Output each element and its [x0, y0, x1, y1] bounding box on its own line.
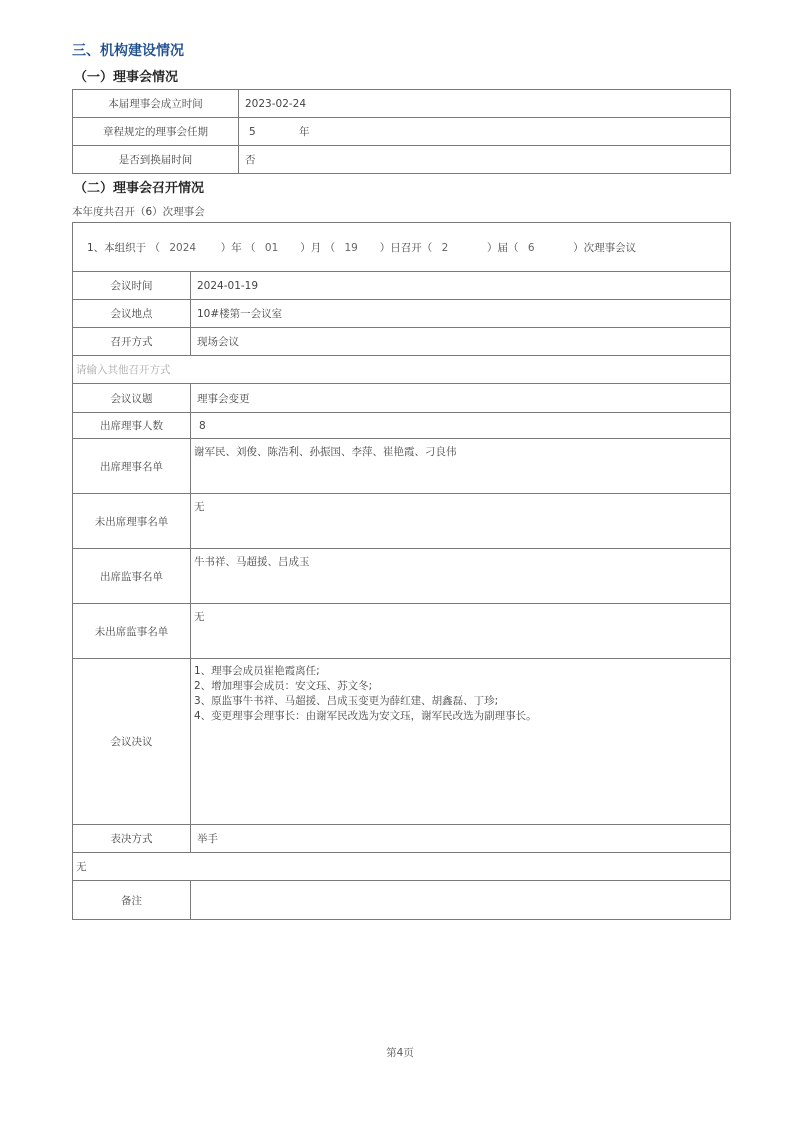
attend-directors-textarea[interactable]: 谢军民、刘俊、陈浩利、孙振国、李萍、崔艳霞、刁良伟	[191, 439, 731, 494]
table-row	[73, 881, 731, 920]
resolution-label: 会议决议	[73, 659, 191, 825]
subsection-title-meetings: （二）理事会召开情况	[74, 181, 205, 196]
absent-supervisors-label: 未出席监事名单	[73, 604, 191, 659]
meeting-day-field[interactable]: 19	[344, 241, 358, 254]
page-number: 第4页	[386, 1047, 414, 1059]
resolution-line: 3、原监事牛书祥、马超援、吕成玉变更为薛红建、胡鑫磊、丁珍;	[194, 695, 499, 707]
board-established-label: 本届理事会成立时间	[73, 90, 239, 118]
board-term-label: 章程规定的理事会任期	[73, 118, 239, 146]
board-term-unit: 年	[299, 126, 310, 138]
board-term-value[interactable]: 5	[249, 126, 256, 138]
session-suffix: ）次理事会议	[573, 241, 637, 254]
resolution-line: 1、理事会成员崔艳霞离任;	[194, 665, 320, 677]
subsection-title-board: （一）理事会情况	[74, 70, 179, 85]
meeting-term-field[interactable]: 2	[441, 241, 449, 254]
meeting-topic-input[interactable]: 理事会变更	[191, 384, 731, 413]
meeting-time-label: 会议时间	[73, 272, 191, 300]
table-row	[73, 356, 731, 384]
table-row	[73, 439, 731, 494]
resolution-line: 2、增加理事会成员：安文珏、苏文冬;	[194, 680, 373, 692]
table-row	[73, 825, 731, 853]
other-vote-input[interactable]: 无	[73, 853, 731, 881]
section-title: 三、机构建设情况	[72, 43, 184, 59]
resolution-line: 4、变更理事会理事长：由谢军民改选为安文珏，谢军民改选为副理事长。	[194, 710, 537, 722]
term-expired-label: 是否到换届时间	[73, 146, 239, 174]
table-row	[73, 853, 731, 881]
meeting-table	[72, 222, 731, 920]
board-info-table	[72, 89, 731, 174]
table-row	[73, 328, 731, 356]
absent-supervisors-textarea[interactable]: 无	[191, 604, 731, 659]
table-row	[73, 494, 731, 549]
term-expired-value[interactable]: 否	[239, 146, 731, 174]
month-suffix: ）月 （	[300, 241, 336, 254]
board-term-cell	[239, 118, 731, 146]
meeting-mode-select[interactable]: 现场会议	[191, 328, 731, 356]
table-row	[73, 413, 731, 439]
other-mode-input[interactable]: 请输入其他召开方式	[73, 356, 731, 384]
table-row	[73, 118, 731, 146]
table-row	[73, 659, 731, 825]
resolution-textarea[interactable]	[191, 659, 731, 825]
table-row	[73, 146, 731, 174]
remark-textarea[interactable]	[191, 881, 731, 920]
remark-label: 备注	[73, 881, 191, 920]
table-row	[73, 384, 731, 413]
meeting-headline	[73, 223, 731, 272]
meeting-headline-row	[73, 223, 731, 272]
year-suffix: ）年 （	[220, 241, 256, 254]
table-row	[73, 90, 731, 118]
meeting-place-input[interactable]: 10#楼第一会议室	[191, 300, 731, 328]
table-row	[73, 549, 731, 604]
absent-directors-label: 未出席理事名单	[73, 494, 191, 549]
attend-supervisors-textarea[interactable]: 牛书祥、马超援、吕成玉	[191, 549, 731, 604]
meeting-session-field[interactable]: 6	[527, 241, 535, 254]
table-row	[73, 272, 731, 300]
headline-prefix: 1、本组织于 （	[87, 241, 161, 254]
meeting-month-field[interactable]: 01	[264, 241, 279, 254]
meeting-count-note: 本年度共召开（6）次理事会	[72, 206, 205, 218]
meeting-time-value[interactable]: 2024-01-19	[191, 272, 731, 300]
meeting-place-label: 会议地点	[73, 300, 191, 328]
table-row	[73, 604, 731, 659]
table-row	[73, 300, 731, 328]
attend-count-label: 出席理事人数	[73, 413, 191, 439]
meeting-topic-label: 会议议题	[73, 384, 191, 413]
absent-directors-textarea[interactable]: 无	[191, 494, 731, 549]
vote-method-select[interactable]: 举手	[191, 825, 731, 853]
meeting-mode-label: 召开方式	[73, 328, 191, 356]
day-suffix: ）日召开（	[379, 241, 433, 254]
term-suffix: ）届（	[486, 241, 519, 254]
attend-count-input[interactable]: 8	[191, 413, 731, 439]
attend-directors-label: 出席理事名单	[73, 439, 191, 494]
board-established-value[interactable]: 2023-02-24	[239, 90, 731, 118]
attend-supervisors-label: 出席监事名单	[73, 549, 191, 604]
meeting-year-field[interactable]: 2024	[169, 241, 197, 254]
vote-method-label: 表决方式	[73, 825, 191, 853]
